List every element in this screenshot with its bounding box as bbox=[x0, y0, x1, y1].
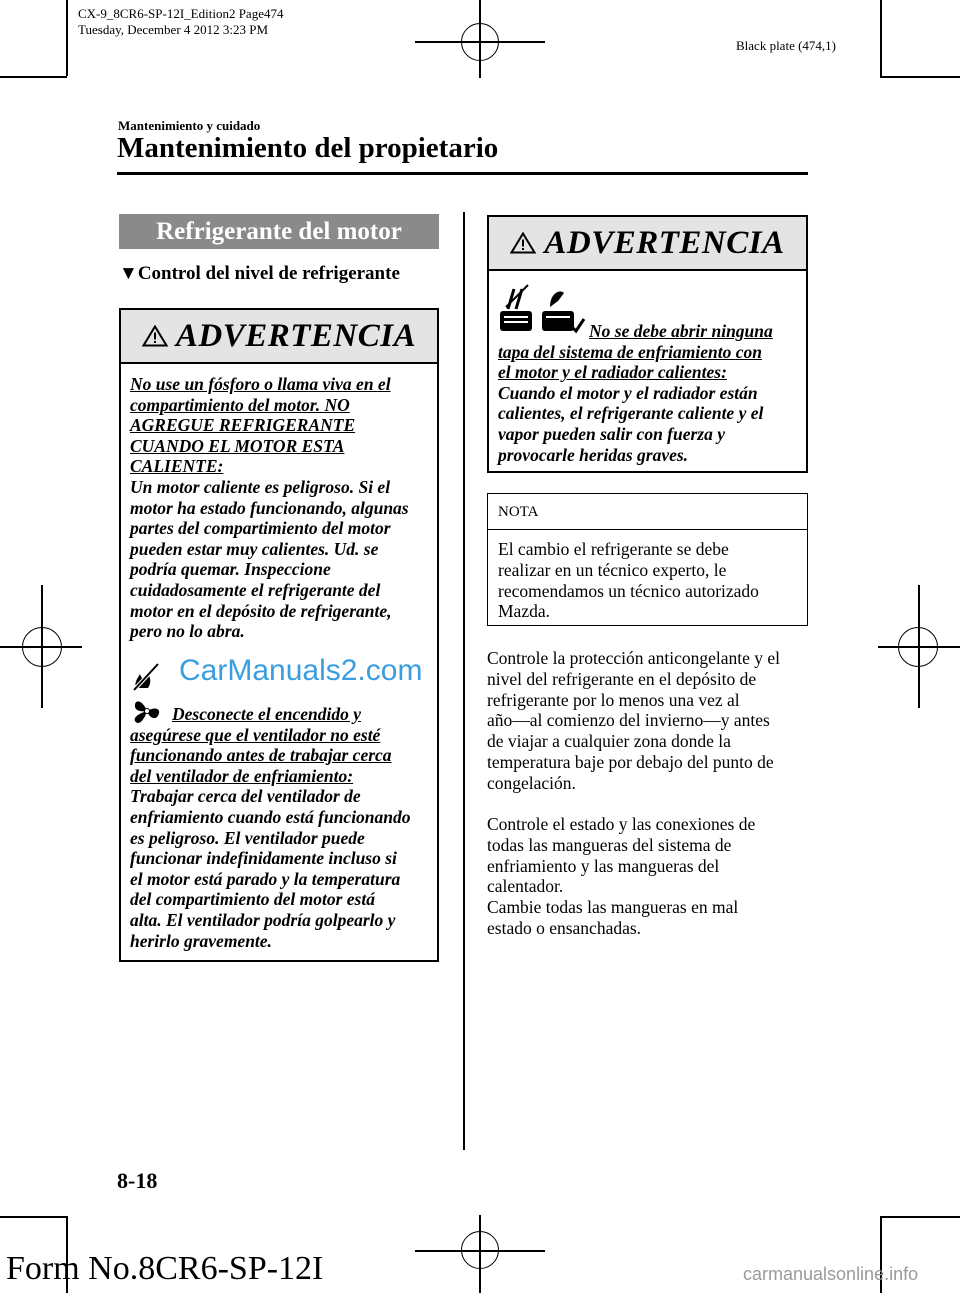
paragraph-line: de viajar a cualquier zona donde la bbox=[487, 731, 731, 752]
warning-body-line: del compartimiento del motor está bbox=[130, 889, 375, 910]
triangle-marker-icon: ▼ bbox=[119, 263, 138, 284]
paragraph-2 bbox=[487, 814, 808, 939]
plate-label: Black plate (474,1) bbox=[736, 38, 836, 53]
warning-body-line: es peligroso. El ventilador puede bbox=[130, 827, 365, 848]
warning-title: ADVERTENCIA bbox=[175, 317, 417, 354]
crop-mark bbox=[0, 1216, 67, 1218]
warning-body-line: pueden estar muy calientes. Ud. se bbox=[130, 538, 379, 559]
warning-body-line: herirlo gravemente. bbox=[130, 930, 272, 951]
form-number: Form No.8CR6-SP-12I bbox=[6, 1250, 324, 1287]
warning-header bbox=[121, 310, 437, 364]
page-title: Mantenimiento del propietario bbox=[117, 132, 499, 164]
nota-line: realizar en un técnico experto, le bbox=[498, 559, 727, 580]
site-watermark: carmanualsonline.info bbox=[743, 1264, 919, 1284]
warning-body-line: podría quemar. Inspeccione bbox=[130, 559, 331, 580]
print-header-line1: CX-9_8CR6-SP-12I_Edition2 Page474 bbox=[78, 6, 284, 21]
paragraph-line: todas las mangueras del sistema de bbox=[487, 834, 732, 855]
warning-box-right bbox=[487, 215, 808, 473]
warning-text-block-2 bbox=[130, 704, 436, 951]
warning-lead-line: Desconecte el encendido y bbox=[172, 704, 362, 724]
nota-line: recomendamos un técnico autorizado bbox=[498, 580, 759, 601]
warning-lead-line: CALIENTE: bbox=[130, 456, 224, 477]
paragraph-line: congelación. bbox=[487, 772, 576, 793]
warning-text-block-right bbox=[498, 321, 804, 465]
section-banner: Refrigerante del motor bbox=[119, 214, 439, 249]
paragraph-line: estado o ensanchadas. bbox=[487, 917, 642, 938]
paragraph-line: nivel del refrigerante en el depósito de bbox=[487, 668, 757, 689]
warning-triangle-icon bbox=[510, 232, 536, 254]
paragraph-line: Controle el estado y las conexiones de bbox=[487, 814, 756, 834]
nota-body bbox=[488, 530, 807, 631]
paragraph-line: Controle la protección anticongelante y el bbox=[487, 648, 781, 668]
paragraph-line: Cambie todas las mangueras en mal bbox=[487, 897, 739, 918]
warning-text-block-1 bbox=[130, 374, 436, 642]
nota-line: El cambio el refrigerante se debe bbox=[498, 539, 729, 559]
page-number: 8-18 bbox=[117, 1168, 158, 1193]
crop-mark bbox=[880, 1216, 960, 1218]
warning-body-line: funcionar indefinidamente incluso si bbox=[130, 848, 397, 869]
crop-mark bbox=[66, 0, 68, 76]
warning-lead-line: del ventilador de enfriamiento: bbox=[130, 765, 354, 786]
subheading bbox=[119, 263, 400, 285]
subheading-text: Control del nivel de refrigerante bbox=[137, 263, 400, 284]
warning-triangle-icon bbox=[142, 325, 168, 347]
paragraph-line: calentador. bbox=[487, 876, 564, 897]
warning-lead-line: funcionando antes de trabajar cerca bbox=[130, 745, 392, 766]
nota-line: Mazda. bbox=[498, 601, 550, 622]
warning-body-line: cuidadosamente el refrigerante del bbox=[130, 579, 381, 600]
chapter-label: Mantenimiento y cuidado bbox=[118, 118, 261, 133]
column-divider bbox=[463, 212, 465, 1150]
warning-body-line: enfriamiento cuando está funcionando bbox=[130, 806, 411, 827]
warning-lead-line: asegúrese que el ventilador no esté bbox=[130, 724, 381, 745]
warning-body-line: alta. El ventilador podría golpearlo y bbox=[130, 909, 396, 930]
warning-lead-line: el motor y el radiador calientes: bbox=[498, 362, 727, 383]
title-rule bbox=[117, 172, 808, 175]
warning-body-line: motor en el depósito de refrigerante, bbox=[130, 600, 392, 621]
warning-body-line: Trabajar cerca del ventilador de bbox=[130, 786, 361, 807]
warning-lead-line: No use un fósforo o llama viva en el bbox=[130, 374, 391, 394]
paragraph-line: refrigerante por lo menos una vez al bbox=[487, 689, 740, 710]
warning-body-line: provocarle heridas graves. bbox=[498, 444, 689, 465]
warning-title: ADVERTENCIA bbox=[544, 224, 785, 261]
warning-body-line: Un motor caliente es peligroso. Si el bbox=[130, 476, 391, 497]
warning-body-line: motor ha estado funcionando, algunas bbox=[130, 497, 409, 518]
warning-body-line: Cuando el motor y el radiador están bbox=[498, 382, 758, 403]
warning-lead-line: AGREGUE REFRIGERANTE bbox=[130, 415, 356, 436]
warning-body-line: el motor está parado y la temperatura bbox=[130, 868, 401, 889]
warning-lead-line: compartimiento del motor. NO bbox=[130, 394, 350, 415]
print-header bbox=[78, 6, 283, 38]
print-header-line2: Tuesday, December 4 2012 3:23 PM bbox=[78, 22, 269, 37]
warning-body-line: calientes, el refrigerante caliente y el bbox=[498, 403, 764, 424]
warning-header bbox=[489, 217, 806, 271]
crop-mark bbox=[880, 0, 882, 76]
no-flame-icon bbox=[130, 660, 162, 692]
nota-box bbox=[487, 493, 808, 626]
warning-lead-line: tapa del sistema de enfriamiento con bbox=[498, 341, 762, 362]
paragraph-line: temperatura baje por debajo del punto de bbox=[487, 751, 774, 772]
warning-lead-line: No se debe abrir ninguna bbox=[589, 321, 773, 341]
nota-label: NOTA bbox=[488, 494, 807, 530]
watermark-text: CarManuals2.com bbox=[179, 654, 423, 687]
crop-mark bbox=[0, 76, 67, 78]
warning-body-line: pero no lo abra. bbox=[130, 621, 245, 642]
paragraph-1 bbox=[487, 648, 808, 794]
paragraph-line: enfriamiento y las mangueras del bbox=[487, 855, 720, 876]
warning-body-line: vapor pueden salir con fuerza y bbox=[498, 423, 726, 444]
crop-mark bbox=[880, 76, 960, 78]
warning-lead-line: CUANDO EL MOTOR ESTA bbox=[130, 435, 345, 456]
paragraph-line: año―al comienzo del invierno―y antes bbox=[487, 710, 770, 731]
warning-box-left bbox=[119, 308, 439, 962]
warning-body-line: partes del compartimiento del motor bbox=[130, 518, 391, 539]
